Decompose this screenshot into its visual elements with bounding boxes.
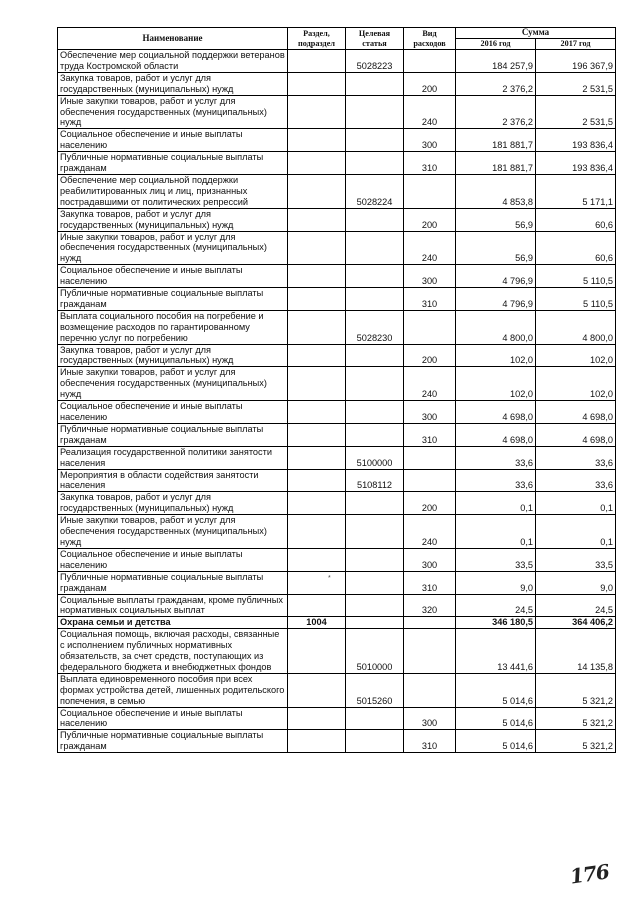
row-name: Публичные нормативные социальные выплаты гражданам	[58, 152, 288, 175]
row-sum-2016: 33,6	[456, 446, 536, 469]
row-kind: 240	[404, 231, 456, 265]
row-kind	[404, 50, 456, 73]
table-body	[58, 50, 616, 753]
row-sum-2017: 33,5	[536, 548, 616, 571]
row-kind: 240	[404, 367, 456, 401]
row-name: Мероприятия в области содействия занятости населения	[58, 469, 288, 492]
row-sum-2016: 13 441,6	[456, 629, 536, 674]
header-year-2017: 2017 год	[536, 39, 616, 50]
header-target: Целевая статья	[346, 28, 404, 50]
row-sum-2017: 4 800,0	[536, 310, 616, 344]
row-target	[346, 401, 404, 424]
row-sum-2016: 5 014,6	[456, 730, 536, 753]
row-sum-2017: 2 531,5	[536, 72, 616, 95]
row-name: Публичные нормативные социальные выплаты гражданам	[58, 288, 288, 311]
row-section	[288, 174, 346, 208]
row-section	[288, 469, 346, 492]
row-target	[346, 265, 404, 288]
row-sum-2016: 102,0	[456, 367, 536, 401]
row-sum-2016: 0,1	[456, 515, 536, 549]
row-target: 5100000	[346, 446, 404, 469]
row-kind: 200	[404, 344, 456, 367]
row-sum-2017: 0,1	[536, 492, 616, 515]
table-row	[58, 594, 616, 617]
row-sum-2017: 9,0	[536, 571, 616, 594]
row-target: 5010000	[346, 629, 404, 674]
table-row	[58, 492, 616, 515]
row-sum-2016: 9,0	[456, 571, 536, 594]
table-row	[58, 174, 616, 208]
row-name: Иные закупки товаров, работ и услуг для обеспечения государственных (муниципальных) нужд	[58, 367, 288, 401]
row-target: 5028224	[346, 174, 404, 208]
row-name: Реализация государственной политики занятости населения	[58, 446, 288, 469]
table-row	[58, 265, 616, 288]
table-row	[58, 152, 616, 175]
row-kind: 310	[404, 730, 456, 753]
row-target	[346, 730, 404, 753]
row-sum-2016: 56,9	[456, 208, 536, 231]
row-target	[346, 344, 404, 367]
row-kind: 310	[404, 288, 456, 311]
row-kind: 310	[404, 423, 456, 446]
row-sum-2017: 33,6	[536, 469, 616, 492]
row-section	[288, 72, 346, 95]
row-name: Публичные нормативные социальные выплаты гражданам	[58, 730, 288, 753]
row-kind: 320	[404, 594, 456, 617]
row-sum-2017: 193 836,4	[536, 152, 616, 175]
row-target	[346, 95, 404, 129]
row-sum-2016: 181 881,7	[456, 129, 536, 152]
row-sum-2017: 102,0	[536, 367, 616, 401]
budget-table-page	[57, 27, 615, 753]
row-sum-2017: 0,1	[536, 515, 616, 549]
row-sum-2017: 193 836,4	[536, 129, 616, 152]
row-name: Закупка товаров, работ и услуг для государственных (муниципальных) нужд	[58, 208, 288, 231]
row-kind: 300	[404, 129, 456, 152]
row-target	[346, 72, 404, 95]
row-sum-2016: 2 376,2	[456, 72, 536, 95]
row-kind: 300	[404, 265, 456, 288]
row-section	[288, 673, 346, 707]
row-sum-2017: 5 110,5	[536, 288, 616, 311]
budget-table	[57, 27, 616, 753]
row-target	[346, 288, 404, 311]
row-target	[346, 129, 404, 152]
row-name: Закупка товаров, работ и услуг для государственных (муниципальных) нужд	[58, 492, 288, 515]
row-target: 5108112	[346, 469, 404, 492]
row-target: 5028230	[346, 310, 404, 344]
row-sum-2016: 102,0	[456, 344, 536, 367]
row-sum-2016: 4 698,0	[456, 423, 536, 446]
row-name: Обеспечение мер социальной поддержки ветеранов труда Костромской области	[58, 50, 288, 73]
table-row	[58, 129, 616, 152]
row-section	[288, 208, 346, 231]
table-row	[58, 515, 616, 549]
row-section	[288, 492, 346, 515]
row-sum-2017: 196 367,9	[536, 50, 616, 73]
row-sum-2017: 2 531,5	[536, 95, 616, 129]
row-kind: 200	[404, 208, 456, 231]
row-section	[288, 265, 346, 288]
row-kind	[404, 617, 456, 629]
row-kind	[404, 174, 456, 208]
row-target	[346, 515, 404, 549]
row-sum-2017: 4 698,0	[536, 401, 616, 424]
row-kind: 240	[404, 95, 456, 129]
table-row	[58, 446, 616, 469]
row-name: Публичные нормативные социальные выплаты гражданам	[58, 571, 288, 594]
row-kind: 300	[404, 707, 456, 730]
row-name: Иные закупки товаров, работ и услуг для обеспечения государственных (муниципальных) нужд	[58, 95, 288, 129]
row-sum-2016: 4 800,0	[456, 310, 536, 344]
row-kind: 200	[404, 72, 456, 95]
row-sum-2016: 184 257,9	[456, 50, 536, 73]
row-section	[288, 423, 346, 446]
row-target	[346, 152, 404, 175]
row-sum-2017: 24,5	[536, 594, 616, 617]
header-sum: Сумма	[456, 28, 616, 39]
row-name: Выплата социального пособия на погребение и возмещение расходов по гарантированному перечню услуг по погребению	[58, 310, 288, 344]
row-sum-2017: 364 406,2	[536, 617, 616, 629]
table-row	[58, 401, 616, 424]
table-row	[58, 673, 616, 707]
scan-mark: *	[328, 575, 331, 582]
row-name: Публичные нормативные социальные выплаты гражданам	[58, 423, 288, 446]
row-sum-2017: 5 171,1	[536, 174, 616, 208]
row-name: Социальное обеспечение и иные выплаты населению	[58, 265, 288, 288]
row-name: Социальное обеспечение и иные выплаты населению	[58, 707, 288, 730]
row-kind: 310	[404, 152, 456, 175]
table-row	[58, 730, 616, 753]
header-section: Раздел, подраздел	[288, 28, 346, 50]
row-sum-2016: 24,5	[456, 594, 536, 617]
row-sum-2017: 60,6	[536, 208, 616, 231]
row-section	[288, 548, 346, 571]
row-name: Социальное обеспечение и иные выплаты населению	[58, 129, 288, 152]
row-section	[288, 95, 346, 129]
row-sum-2016: 346 180,5	[456, 617, 536, 629]
row-name: Социальная помощь, включая расходы, связанные с исполнением публичных нормативных обязательств, за счет средств, поступающих из федерального бюджета и внебюджетных фондов	[58, 629, 288, 674]
row-name: Социальное обеспечение и иные выплаты населению	[58, 548, 288, 571]
row-section	[288, 50, 346, 73]
row-kind: 300	[404, 401, 456, 424]
row-sum-2017: 14 135,8	[536, 629, 616, 674]
row-sum-2017: 5 321,2	[536, 730, 616, 753]
header-kind: Вид расходов	[404, 28, 456, 50]
row-section	[288, 629, 346, 674]
row-kind	[404, 629, 456, 674]
table-header	[58, 28, 616, 50]
row-sum-2017: 4 698,0	[536, 423, 616, 446]
row-section	[288, 730, 346, 753]
row-sum-2016: 4 853,8	[456, 174, 536, 208]
row-target	[346, 548, 404, 571]
row-section	[288, 288, 346, 311]
row-kind	[404, 673, 456, 707]
row-sum-2017: 5 110,5	[536, 265, 616, 288]
table-row	[58, 231, 616, 265]
row-section	[288, 515, 346, 549]
row-sum-2017: 60,6	[536, 231, 616, 265]
row-sum-2016: 5 014,6	[456, 707, 536, 730]
row-sum-2016: 56,9	[456, 231, 536, 265]
row-target	[346, 208, 404, 231]
table-row	[58, 288, 616, 311]
table-row	[58, 310, 616, 344]
row-name: Закупка товаров, работ и услуг для государственных (муниципальных) нужд	[58, 344, 288, 367]
table-row	[58, 423, 616, 446]
table-row	[58, 367, 616, 401]
row-section	[288, 344, 346, 367]
row-name: Выплата единовременного пособия при всех формах устройства детей, лишенных родительского попечения, в семью	[58, 673, 288, 707]
row-name: Социальное обеспечение и иные выплаты населению	[58, 401, 288, 424]
page-number: 176	[568, 859, 611, 889]
table-row	[58, 344, 616, 367]
header-name: Наименование	[58, 28, 288, 50]
row-target	[346, 617, 404, 629]
table-row	[58, 95, 616, 129]
row-section	[288, 310, 346, 344]
row-section	[288, 231, 346, 265]
row-sum-2017: 102,0	[536, 344, 616, 367]
row-sum-2017: 5 321,2	[536, 707, 616, 730]
row-section	[288, 594, 346, 617]
table-row	[58, 548, 616, 571]
row-target: 5028223	[346, 50, 404, 73]
row-sum-2016: 181 881,7	[456, 152, 536, 175]
row-sum-2016: 33,5	[456, 548, 536, 571]
row-target: 5015260	[346, 673, 404, 707]
row-sum-2016: 5 014,6	[456, 673, 536, 707]
row-kind: 300	[404, 548, 456, 571]
row-section: 1004	[288, 617, 346, 629]
row-name: Охрана семьи и детства	[58, 617, 288, 629]
row-target	[346, 367, 404, 401]
row-name: Иные закупки товаров, работ и услуг для обеспечения государственных (муниципальных) нужд	[58, 231, 288, 265]
header-year-2016: 2016 год	[456, 39, 536, 50]
table-row	[58, 469, 616, 492]
row-kind	[404, 469, 456, 492]
row-section	[288, 707, 346, 730]
row-name: Закупка товаров, работ и услуг для государственных (муниципальных) нужд	[58, 72, 288, 95]
table-row	[58, 617, 616, 629]
table-row	[58, 50, 616, 73]
row-sum-2016: 33,6	[456, 469, 536, 492]
row-section	[288, 446, 346, 469]
row-section	[288, 571, 346, 594]
row-section	[288, 152, 346, 175]
table-row	[58, 707, 616, 730]
row-target	[346, 231, 404, 265]
table-row	[58, 571, 616, 594]
row-name: Социальные выплаты гражданам, кроме публичных нормативных социальных выплат	[58, 594, 288, 617]
row-section	[288, 401, 346, 424]
row-kind: 200	[404, 492, 456, 515]
row-kind	[404, 446, 456, 469]
row-sum-2017: 5 321,2	[536, 673, 616, 707]
row-sum-2016: 4 796,9	[456, 265, 536, 288]
row-section	[288, 367, 346, 401]
table-row	[58, 72, 616, 95]
row-kind	[404, 310, 456, 344]
row-target	[346, 707, 404, 730]
row-kind: 240	[404, 515, 456, 549]
row-target	[346, 423, 404, 446]
row-target	[346, 492, 404, 515]
row-sum-2016: 4 796,9	[456, 288, 536, 311]
row-sum-2016: 2 376,2	[456, 95, 536, 129]
row-sum-2016: 0,1	[456, 492, 536, 515]
row-target	[346, 571, 404, 594]
row-section	[288, 129, 346, 152]
row-name: Иные закупки товаров, работ и услуг для обеспечения государственных (муниципальных) нужд	[58, 515, 288, 549]
row-target	[346, 594, 404, 617]
row-sum-2016: 4 698,0	[456, 401, 536, 424]
table-row	[58, 208, 616, 231]
row-kind: 310	[404, 571, 456, 594]
row-sum-2017: 33,6	[536, 446, 616, 469]
row-name: Обеспечение мер социальной поддержки реабилитированных лиц и лиц, признанных пострадавшими от политических репрессий	[58, 174, 288, 208]
table-row	[58, 629, 616, 674]
